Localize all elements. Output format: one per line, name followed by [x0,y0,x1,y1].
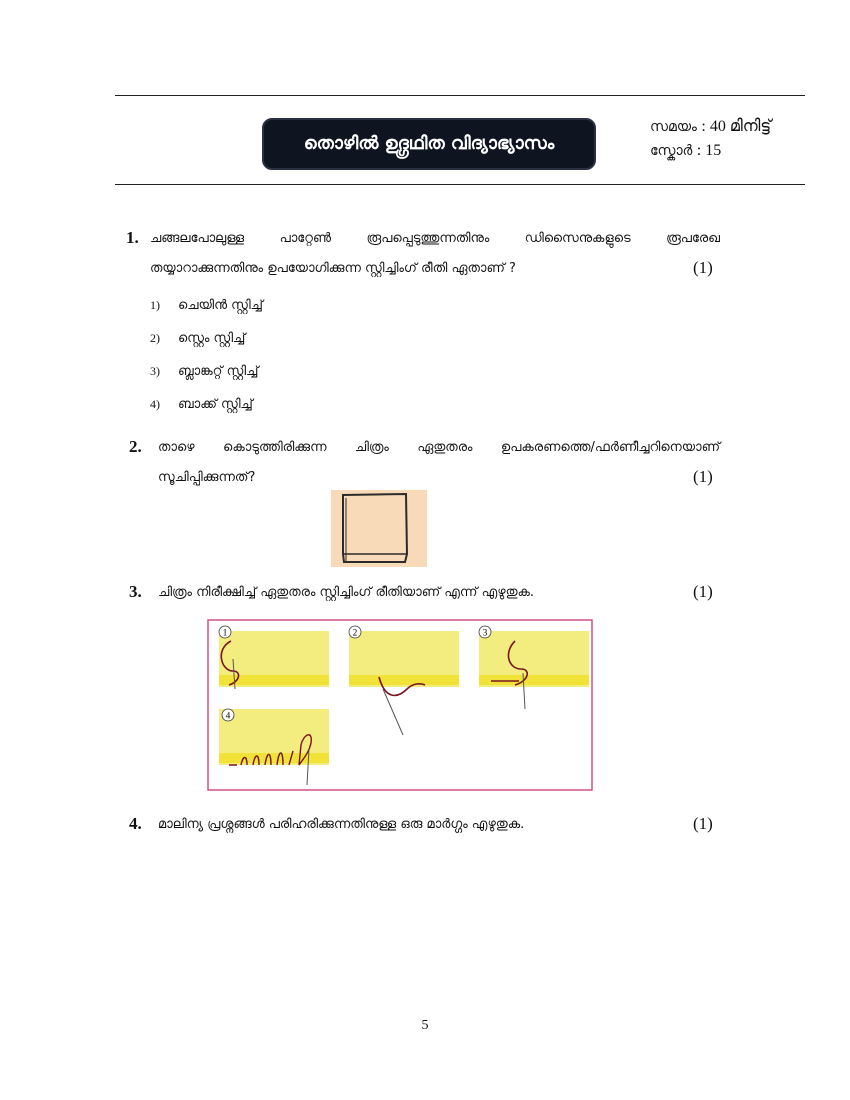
option-number: 4) [150,397,160,411]
option-label: ബ്ലാങ്കറ്റ് സ്റ്റിച്ച് [178,364,259,379]
panel-1-label: 1 [222,627,228,638]
panel-4-band [219,753,329,763]
score-info [650,142,721,160]
question-text: സൂചിപ്പിക്കുന്നത്? [158,470,256,485]
question-number: 3. [129,582,142,601]
panel-1-band [219,675,329,685]
time-value: : 40 മിനിട്ട് [701,118,772,135]
panel-3-label: 3 [482,627,488,638]
option-label: ബാക്ക് സ്റ്റിച്ച് [178,397,253,412]
question-text: മാലിന്യ പ്രശ്നങ്ങൾ പരിഹരിക്കുന്നതിനുള്ള ഒരു മാർഗ്ഗം എഴുതുക. [158,817,525,832]
option-number: 2) [150,331,160,345]
bottom-rule [115,184,805,185]
panel-2-label: 2 [352,627,358,638]
panel-4-label: 4 [225,710,231,721]
question-text: ചിത്രം നിരീക്ഷിച്ച് ഏതുതരം സ്റ്റിച്ചിംഗ് രീതിയാണ് എന്ന് എഴുതുക. [158,585,535,600]
option-label: സ്റ്റെം സ്റ്റിച്ച് [178,331,246,346]
option-number: 1) [150,298,160,312]
option-item [150,364,258,379]
question-number: 1. [126,228,139,247]
score-value: : 15 [696,142,722,159]
question-text: ചങ്ങലപോലുള്ള പാറ്റേൺ രൂപപ്പെടുത്തുന്നതിനും ഡിസൈനുകളുടെ രൂപരേഖ [150,231,720,246]
page-number: 5 [421,1018,429,1033]
question-marks: (1) [693,582,713,601]
option-item [150,397,253,412]
top-rule [115,95,805,96]
cabinet-illustration [331,490,427,567]
option-item [150,331,245,346]
cabinet-background [331,490,427,567]
question-marks: (1) [693,814,713,833]
time-label: സമയം [650,119,697,135]
option-item [150,298,263,313]
panel-2-band [349,675,459,685]
score-label: സ്കോർ [650,143,693,159]
panel-3-band [479,675,589,685]
time-info [650,118,771,136]
question-number: 2. [129,437,142,456]
stitch-diagram [207,619,593,791]
option-number: 3) [150,364,160,378]
question-marks: (1) [693,467,713,486]
question-number: 4. [129,814,142,833]
subject-title: തൊഴിൽ ഉദ്ഗ്രഥിത വിദ്യാഭ്യാസം [262,118,596,170]
option-label: ചെയിൻ സ്റ്റിച്ച് [178,298,263,313]
question-marks: (1) [693,258,713,277]
question-text: താഴെ കൊടുത്തിരിക്കുന്ന ചിത്രം ഏതുതരം ഉപകരണത്തെ/ഫർണീച്ചറിനെയാണ് [158,440,720,455]
question-text: തയ്യാറാക്കുന്നതിനും ഉപയോഗിക്കുന്ന സ്റ്റിച്ചിംഗ് രീതി ഏതാണ് ? [150,261,516,276]
